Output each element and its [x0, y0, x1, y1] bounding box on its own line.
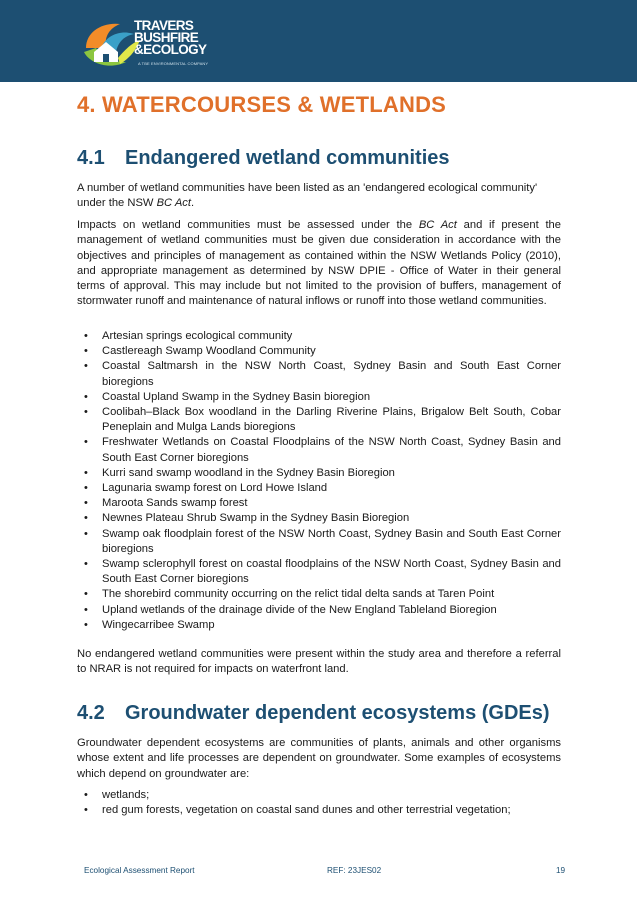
list-item: • Coolibah–Black Box woodland in the Darling Riverine Plains, Brigalow Belt South, Cobar Peneplain and Mulga Lands bioregions: [77, 405, 561, 435]
subsection-heading-4-2: [77, 702, 561, 725]
subsection-heading-4-1: [77, 147, 561, 170]
italic-text: BC Act: [418, 219, 457, 231]
italic-text: BC Act: [156, 197, 191, 210]
header-bar: [0, 0, 637, 82]
wetland-community-list: [77, 329, 561, 633]
list-item: • Swamp oak floodplain forest of the NSW North Coast, Sydney Basin and South East Corner bioregions: [77, 527, 561, 557]
text: .: [191, 197, 195, 210]
list-item: • Coastal Upland Swamp in the Sydney Basin bioregion: [77, 390, 561, 405]
list-item: • Newnes Plateau Shrub Swamp in the Sydney Basin Bioregion: [77, 511, 561, 526]
footer-page-number: 19: [556, 866, 566, 875]
subsection-number: 4.1: [77, 147, 105, 169]
subsection-title: Groundwater dependent ecosystems (GDEs): [125, 702, 550, 724]
logo-wordmark: [134, 20, 206, 56]
subsection-title: Endangered wetland communities: [125, 147, 450, 169]
footer-reference: REF: 23JES02: [327, 866, 382, 875]
gde-example-list: [77, 788, 561, 818]
section-heading: 4. WATERCOURSES & WETLANDS: [77, 92, 447, 117]
subsection-number: 4.2: [77, 702, 105, 724]
text: A number of wetland communities have been listed as an 'endangered ecological community' under the NSW: [77, 182, 538, 210]
text: Impacts on wetland communities must be assessed under the: [77, 219, 419, 231]
logo-line-2: BUSHFIRE: [134, 30, 199, 45]
list-item: • Artesian springs ecological community: [77, 329, 561, 344]
paragraph: No endangered wetland communities were present within the study area and therefore a referral to NRAR is not required for impacts on waterfront land.: [77, 648, 561, 676]
text: and if present the management of wetland communities must be given due consideration in accordance with the objectives and principles of management as contained within the NSW Wetlands Policy (2010), and appropriate management as determined by NSW DPIE - Office of Water in their general terms of approval. This may include but not limited to the provision of buffers, management of stormwater runoff and maintenance of natural inflows or runoff into those wetland communities.: [77, 219, 561, 308]
list-item: • Lagunaria swamp forest on Lord Howe Island: [77, 481, 561, 496]
list-item: • Maroota Sands swamp forest: [77, 496, 561, 511]
list-item: • Wingecarribee Swamp: [77, 618, 561, 633]
list-item: • Upland wetlands of the drainage divide of the New England Tableland Bioregion: [77, 603, 561, 618]
list-item: • Castlereagh Swamp Woodland Community: [77, 344, 561, 359]
list-item: • Kurri sand swamp woodland in the Sydney Basin Bioregion: [77, 466, 561, 481]
logo-tagline: A TBE ENVIRONMENTAL COMPANY: [138, 61, 209, 66]
paragraph: [77, 218, 561, 310]
list-item: • Coastal Saltmarsh in the NSW North Coast, Sydney Basin and South East Corner bioregions: [77, 359, 561, 389]
list-item: • red gum forests, vegetation on coastal sand dunes and other terrestrial vegetation;: [77, 803, 561, 818]
footer-report-title: Ecological Assessment Report: [84, 866, 195, 875]
logo-line-1: TRAVERS: [134, 18, 194, 33]
paragraph: Groundwater dependent ecosystems are communities of plants, animals and other organisms whose extent and life processes are dependent on groundwater. Some examples of ecosystems which depend on groundwater are:: [77, 737, 561, 780]
paragraph: [77, 181, 561, 212]
list-item: • wetlands;: [77, 788, 561, 803]
list-item: • The shorebird community occurring on the relict tidal delta sands at Taren Point: [77, 587, 561, 602]
list-item: • Freshwater Wetlands on Coastal Floodplains of the NSW North Coast, Sydney Basin and South East Corner bioregions: [77, 435, 561, 465]
list-item: • Swamp sclerophyll forest on coastal floodplains of the NSW North Coast, Sydney Basin and South East Corner bioregions: [77, 557, 561, 587]
logo-line-3: &ECOLOGY: [134, 42, 207, 57]
